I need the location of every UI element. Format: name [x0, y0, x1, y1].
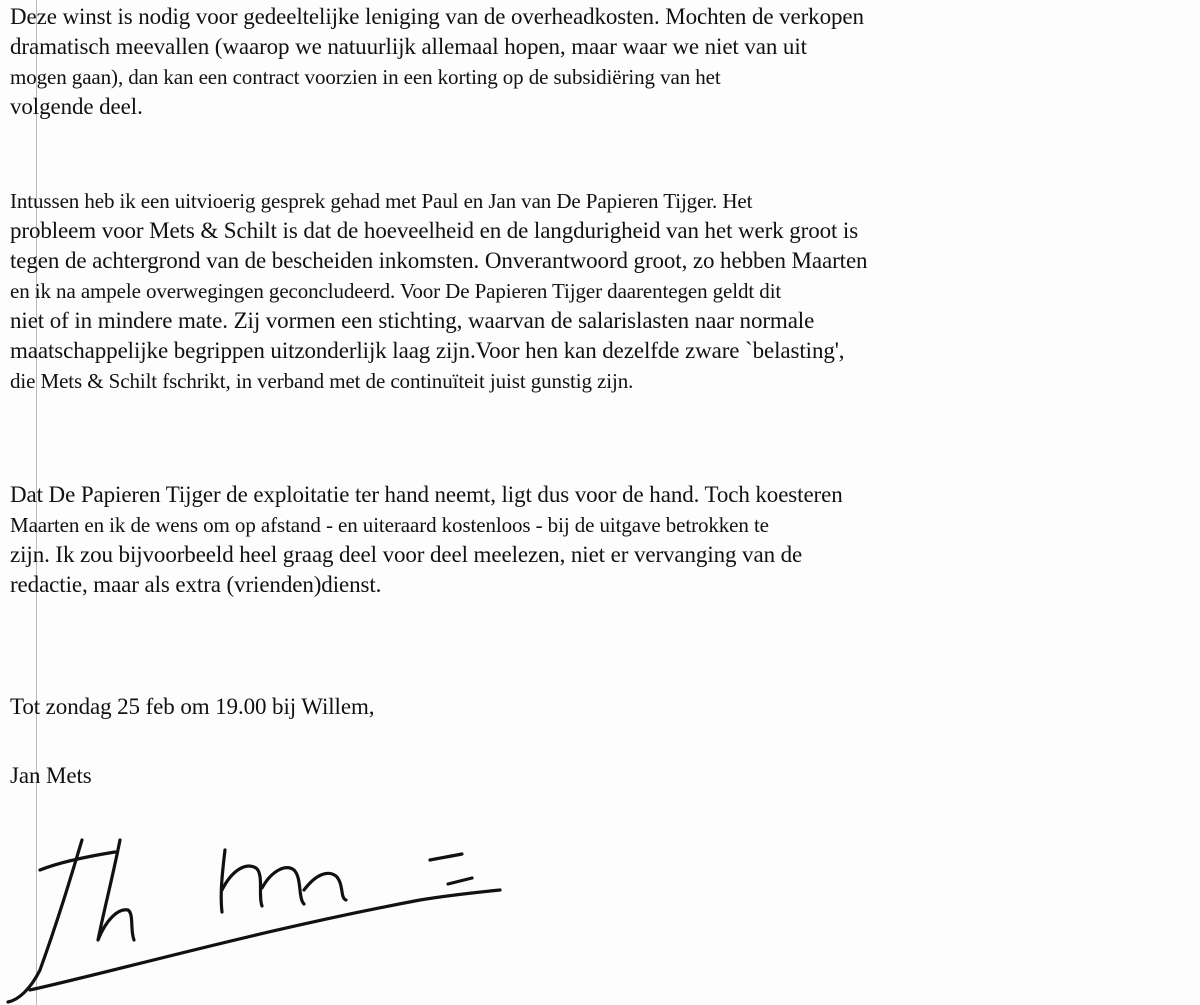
- paragraph-2: [10, 186, 867, 396]
- paragraph-2-line: probleem voor Mets & Schilt is dat de hoeveelheid en de langdurigheid van het werk groot is: [10, 218, 859, 243]
- paragraph-2-line: Intussen heb ik een uitvioerig gesprek gehad met Paul en Jan van De Papieren Tijger. Het: [10, 189, 753, 213]
- paragraph-1-line: volgende deel.: [10, 94, 143, 119]
- paragraph-3: [10, 480, 843, 600]
- paragraph-2-line: tegen de achtergrond van de bescheiden inkomsten. Onverantwoord groot, zo hebben Maarten: [10, 248, 868, 273]
- paragraph-3-line: redactie, maar als extra (vrienden)dienst.: [10, 572, 382, 597]
- handwritten-signature: [0, 800, 520, 1005]
- paragraph-2-line: die Mets & Schilt fschrikt, in verband met de continuïteit juist gunstig zijn.: [10, 369, 634, 393]
- paragraph-1-line: Deze winst is nodig voor gedeeltelijke leniging van de overheadkosten. Mochten de verkopen: [10, 4, 864, 29]
- paragraph-1: [10, 2, 864, 122]
- paragraph-1-line: mogen gaan), dan kan een contract voorzien in een korting op de subsidiëring van het: [10, 65, 721, 89]
- closing-line: [10, 692, 374, 722]
- closing-text: Tot zondag 25 feb om 19.00 bij Willem,: [10, 694, 375, 719]
- paragraph-3-line: Dat De Papieren Tijger de exploitatie ter hand neemt, ligt dus voor de hand. Toch koesteren: [10, 482, 843, 507]
- paragraph-3-line: zijn. Ik zou bijvoorbeeld heel graag deel voor deel meelezen, niet er vervanging van de: [10, 542, 803, 567]
- paragraph-1-line: dramatisch meevallen (waarop we natuurlijk allemaal hopen, maar waar we niet van uit: [10, 34, 807, 59]
- paragraph-2-line: maatschappelijke begrippen uitzonderlijk laag zijn.Voor hen kan dezelfde zware `belasting',: [10, 338, 845, 363]
- sender-name: [10, 761, 92, 791]
- paragraph-2-line: en ik na ampele overwegingen geconcludeerd. Voor De Papieren Tijger daarentegen geldt dit: [10, 279, 782, 303]
- paragraph-3-line: Maarten en ik de wens om op afstand - en uiteraard kostenloos - bij de uitgave betrokken te: [10, 513, 769, 537]
- paragraph-2-line: niet of in mindere mate. Zij vormen een stichting, waarvan de salarislasten naar normale: [10, 308, 815, 333]
- sender-name-text: Jan Mets: [10, 763, 92, 788]
